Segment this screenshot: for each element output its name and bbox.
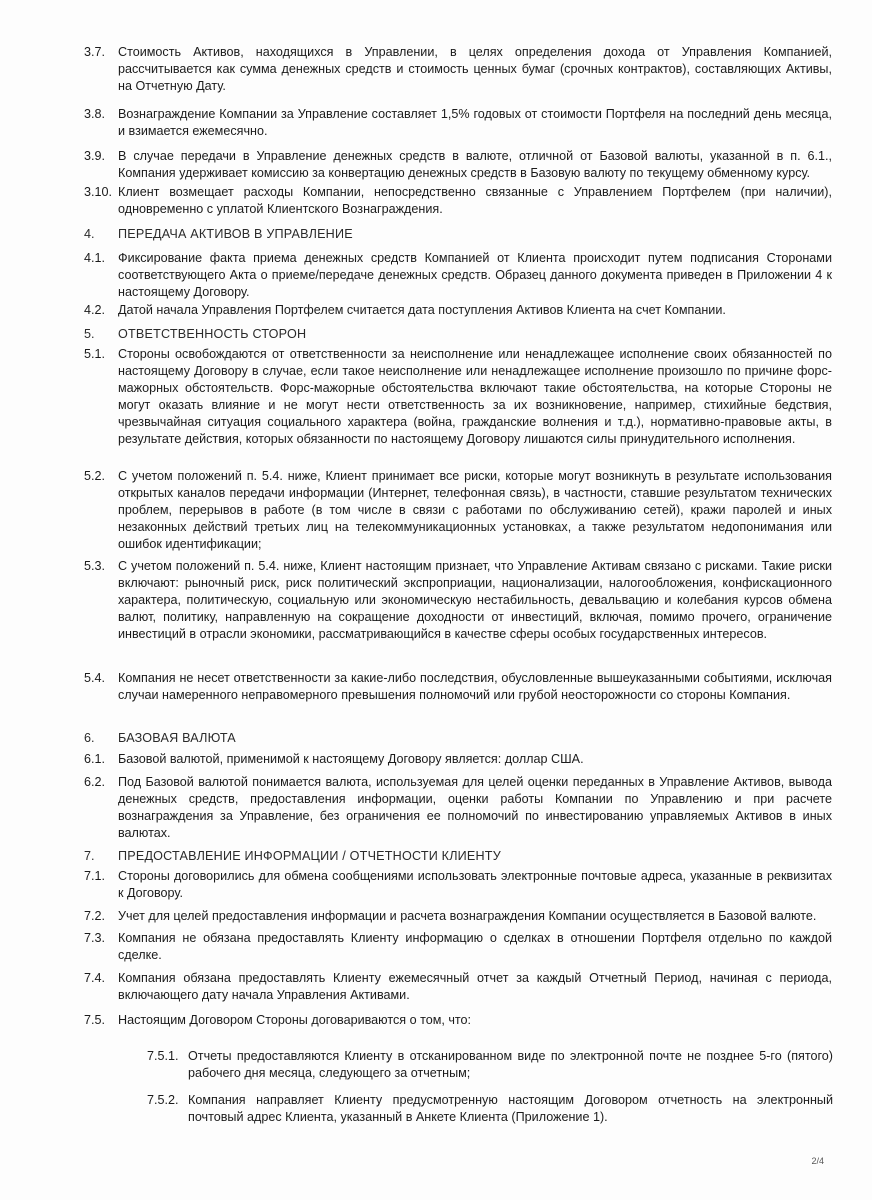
clause-number: 7.4. xyxy=(84,971,106,985)
section-number: 6. xyxy=(84,731,95,745)
clause-number: 4.2. xyxy=(84,303,106,317)
clause-4-1 xyxy=(84,250,832,301)
clause-text: Клиент возмещает расходы Компании, непосредственно связанные с Управлением Портфелем (при наличии), одновременно с уплатой Клиентского Вознаграждения. xyxy=(118,185,832,216)
clause-number: 7.5. xyxy=(84,1013,106,1027)
section-title: ОТВЕТСТВЕННОСТЬ СТОРОН xyxy=(118,327,307,341)
clause-text: Фиксирование факта приема денежных средств Компанией от Клиента происходит путем подписания Сторонами соответствующего Акта о приеме/передаче денежных средств. Образец данного документа приведен в Приложении 4 к настоящему Договору. xyxy=(118,251,832,299)
section-title: ПЕРЕДАЧА АКТИВОВ В УПРАВЛЕНИЕ xyxy=(118,227,353,241)
section-number: 7. xyxy=(84,849,95,863)
clause-number: 5.2. xyxy=(84,469,106,483)
clause-5-1 xyxy=(84,346,832,448)
clause-6-2 xyxy=(84,774,832,842)
page-number: 2/4 xyxy=(811,1156,824,1166)
clause-text: Учет для целей предоставления информации и расчета вознаграждения Компании осуществляется в Базовой валюте. xyxy=(118,909,817,923)
clause-text: Датой начала Управления Портфелем считается дата поступления Активов Клиента на счет Компании. xyxy=(118,303,726,317)
section-heading-5 xyxy=(84,326,832,343)
clause-text: Стороны договорились для обмена сообщениями использовать электронные почтовые адреса, указанные в реквизитах к Договору. xyxy=(118,869,832,900)
clause-number: 5.4. xyxy=(84,671,106,685)
clause-7-5-1 xyxy=(147,1048,833,1082)
clause-text: Стороны освобождаются от ответственности за неисполнение или ненадлежащее исполнение своих обязанностей по настоящему Договору в случае, если такое неисполнение или ненадлежащее исполнение произошло по причине форс-мажорных обстоятельств. Форс-мажорные обстоятельства включают такие обстоятельства, на которые Стороны не могут оказать влияние и не могут нести ответственность за их возникновение, например, стихийные бедствия, чрезвычайная ситуация социального характера (война, гражданские волнения и т.д.), нормативно-правовые акты, в результате действия, которых обязанности по настоящему Договору лишаются силы принудительного исполнения. xyxy=(118,347,832,446)
clause-7-5-2 xyxy=(147,1092,833,1126)
clause-number: 7.3. xyxy=(84,931,106,945)
clause-text: Вознаграждение Компании за Управление составляет 1,5% годовых от стоимости Портфеля на последний день месяца, и взимается ежемесячно. xyxy=(118,107,832,138)
clause-number: 5.3. xyxy=(84,559,106,573)
clause-text: С учетом положений п. 5.4. ниже, Клиент настоящим признает, что Управление Активам связано с рисками. Такие риски включают: рыночный риск, риск политический экспроприации, национализации, налогообложения, конфискационного характера, политическую, социальную или экономическую нестабильность, девальвацию и колебания курсов обмена валют, политику, направленную на сокращение доходности от инвестиций, включая, помимо прочего, ограничение инвестиций в отрасли экономики, рассматривающийся в качестве сферы особых государственных интересов. xyxy=(118,559,832,641)
clause-3-7 xyxy=(84,44,832,95)
clause-text: Стоимость Активов, находящихся в Управлении, в целях определения дохода от Управления Компанией, рассчитывается как сумма денежных средств и стоимость ценных бумаг (срочных контрактов), составляющих Активы, на Отчетную Дату. xyxy=(118,45,832,93)
clause-text: В случае передачи в Управление денежных средств в валюте, отличной от Базовой валюты, указанной в п. 6.1., Компания удерживает комиссию за конвертацию денежных средств в Базовую валюту по текущему обменному курсу. xyxy=(118,149,832,180)
clause-text: Компания обязана предоставлять Клиенту ежемесячный отчет за каждый Отчетный Период, начиная с периода, включающего дату начала Управления Активами. xyxy=(118,971,832,1002)
clause-text: Под Базовой валютой понимается валюта, используемая для целей оценки переданных в Управление Активов, вывода денежных средств, предоставления информации, оценки работы Компании по Управлению и при расчете вознаграждения за Управление, без ограничения ее полномочий по инвестированию управляемых Активов в иных валютах. xyxy=(118,775,832,840)
clause-number: 3.9. xyxy=(84,149,106,163)
clause-4-2 xyxy=(84,302,832,319)
section-number: 4. xyxy=(84,227,95,241)
clause-7-2 xyxy=(84,908,832,925)
clause-6-1 xyxy=(84,751,832,768)
clause-number: 7.5.1. xyxy=(147,1049,179,1063)
section-title: ПРЕДОСТАВЛЕНИЕ ИНФОРМАЦИИ / ОТЧЕТНОСТИ КЛИЕНТУ xyxy=(118,849,501,863)
clause-number: 6.2. xyxy=(84,775,106,789)
section-heading-6 xyxy=(84,730,832,747)
clause-5-2 xyxy=(84,468,832,553)
clause-text: Компания не несет ответственности за какие-либо последствия, обусловленные вышеуказанными событиями, исключая случаи намеренного неправомерного превышения полномочий или грубой неосторожности со стороны Компания. xyxy=(118,671,832,702)
clause-number: 3.10. xyxy=(84,185,113,199)
clause-text: Компания не обязана предоставлять Клиенту информацию о сделках в отношении Портфеля отдельно по каждой сделке. xyxy=(118,931,832,962)
clause-text: Базовой валютой, применимой к настоящему Договору является: доллар США. xyxy=(118,752,584,766)
section-heading-7 xyxy=(84,848,832,865)
clause-text: Настоящим Договором Стороны договариваются о том, что: xyxy=(118,1013,472,1027)
clause-7-4 xyxy=(84,970,832,1004)
clause-number: 6.1. xyxy=(84,752,106,766)
clause-7-1 xyxy=(84,868,832,902)
clause-number: 5.1. xyxy=(84,347,106,361)
clause-text: С учетом положений п. 5.4. ниже, Клиент принимает все риски, которые могут возникнуть в результате использования открытых каналов передачи информации (Интернет, телефонная связь), в частности, ставшие результатом технических проблем, перерывов в работе (в том числе в связи с работами по обслуживанию сетей), кражи паролей и иных незаконных действий третьих лиц на телекоммуникационных установках, а также результатом недопонимания или ошибок идентификации; xyxy=(118,469,832,551)
clause-7-5 xyxy=(84,1012,832,1029)
clause-3-8 xyxy=(84,106,832,140)
clause-text: Отчеты предоставляются Клиенту в отсканированном виде по электронной почте не позднее 5-го (пятого) рабочего дня месяца, следующего за отчетным; xyxy=(188,1049,833,1080)
section-number: 5. xyxy=(84,327,95,341)
clause-3-10 xyxy=(84,184,832,218)
section-title: БАЗОВАЯ ВАЛЮТА xyxy=(118,731,236,745)
section-heading-4 xyxy=(84,226,832,243)
clause-7-3 xyxy=(84,930,832,964)
clause-number: 7.1. xyxy=(84,869,106,883)
clause-number: 3.7. xyxy=(84,45,106,59)
clause-text: Компания направляет Клиенту предусмотренную настоящим Договором отчетность на электронный почтовый адрес Клиента, указанный в Анкете Клиента (Приложение 1). xyxy=(188,1093,833,1124)
clause-number: 7.5.2. xyxy=(147,1093,179,1107)
clause-number: 4.1. xyxy=(84,251,106,265)
clause-3-9 xyxy=(84,148,832,182)
clause-5-3 xyxy=(84,558,832,643)
clause-number: 7.2. xyxy=(84,909,106,923)
clause-5-4 xyxy=(84,670,832,704)
clause-number: 3.8. xyxy=(84,107,106,121)
